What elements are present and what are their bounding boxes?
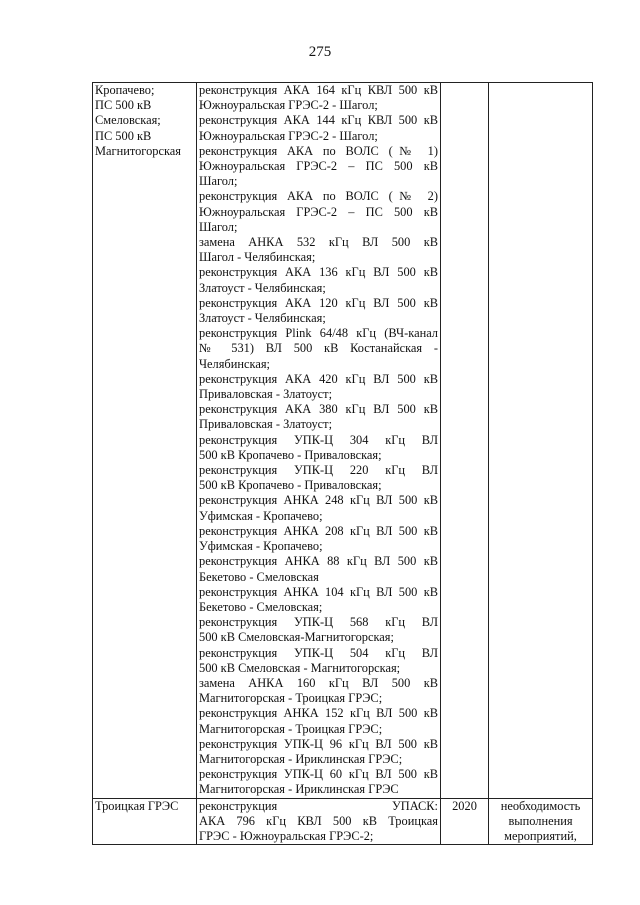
works-table-body: [93, 83, 593, 845]
work-line: реконструкция УПК-Ц 568 кГц ВЛ: [199, 615, 438, 630]
works-table: [92, 82, 593, 845]
work-line: Магнитогорская - Троицкая ГРЭС;: [199, 721, 383, 736]
work-line: реконструкция АНКА 152 кГц ВЛ 500 кВ: [199, 706, 438, 721]
work-item: [199, 113, 438, 143]
year-cell: [441, 83, 489, 799]
work-item: [199, 524, 438, 554]
work-item: [199, 646, 438, 676]
work-line: реконструкция УПК-Ц 60 кГц ВЛ 500 кВ: [199, 767, 438, 782]
work-line: реконструкция АНКА 88 кГц ВЛ 500 кВ: [199, 554, 438, 569]
work-item: [199, 676, 438, 706]
work-item: [199, 265, 438, 295]
work-line: реконструкция АКА 164 кГц КВЛ 500 кВ: [199, 83, 438, 97]
work-line: Уфимская - Кропачево;: [199, 539, 323, 554]
work-line: реконструкция УПК-Ц 304 кГц ВЛ: [199, 432, 438, 447]
work-item: [199, 326, 438, 372]
work-item: [199, 433, 438, 463]
work-line: 500 кВ Кропачево - Приваловская;: [199, 447, 382, 462]
work-line: Шагол;: [199, 174, 238, 189]
work-item: [199, 615, 438, 645]
work-line: Шагол - Челябинская;: [199, 250, 316, 265]
work-line: реконструкция УПАСК:: [199, 798, 438, 813]
location-cell: [93, 83, 197, 799]
work-item: [199, 296, 438, 326]
work-line: реконструкция АКА 380 кГц ВЛ 500 кВ: [199, 402, 438, 417]
work-line: АКА 796 кГц КВЛ 500 кВ Троицкая: [199, 813, 438, 828]
location-line: ПС 500 кВ: [95, 128, 152, 143]
work-item: [199, 493, 438, 523]
work-line: Златоуст - Челябинская;: [199, 280, 326, 295]
note-line: мероприятий,: [504, 828, 577, 843]
location-line: Троицкая ГРЭС: [95, 798, 179, 813]
work-line: Южноуральская ГРЭС-2 - Шагол;: [199, 128, 378, 143]
work-line: реконструкция АКА по ВОЛС (№ 2): [199, 189, 438, 204]
work-line: реконструкция АКА по ВОЛС (№ 1): [199, 143, 438, 158]
note-line: выполнения: [508, 813, 573, 828]
work-line: Шагол;: [199, 219, 238, 234]
work-line: 500 кВ Смеловская - Магнитогорская;: [199, 660, 401, 675]
work-line: Магнитогорская - Троицкая ГРЭС;: [199, 691, 383, 706]
work-line: Магнитогорская - Ириклинская ГРЭС;: [199, 751, 403, 766]
note-cell: [489, 83, 593, 799]
location-line: Кропачево;: [95, 83, 155, 97]
work-item: [199, 463, 438, 493]
work-item: [199, 189, 438, 235]
location-cell: [93, 798, 197, 845]
work-line: Приваловская - Златоуст;: [199, 417, 333, 432]
work-line: Южноуральская ГРЭС-2 – ПС 500 кВ: [199, 204, 438, 219]
work-line: замена АНКА 160 кГц ВЛ 500 кВ: [199, 675, 438, 690]
location-line: Смеловская;: [95, 113, 161, 128]
location-line: Магнитогорская: [95, 143, 182, 158]
work-line: Южноуральская ГРЭС-2 - Шагол;: [199, 98, 378, 113]
work-line: реконструкция АКА 136 кГц ВЛ 500 кВ: [199, 265, 438, 280]
work-line: 500 кВ Кропачево - Приваловская;: [199, 478, 382, 493]
work-item: [199, 737, 438, 767]
work-item: [199, 585, 438, 615]
work-item: [199, 402, 438, 432]
work-line: № 531) ВЛ 500 кВ Костанайская -: [199, 341, 438, 356]
work-item: [199, 83, 438, 113]
work-line: Южноуральская ГРЭС-2 – ПС 500 кВ: [199, 159, 438, 174]
work-line: реконструкция УПК-Ц 96 кГц ВЛ 500 кВ: [199, 736, 438, 751]
work-line: реконструкция АКА 144 кГц КВЛ 500 кВ: [199, 113, 438, 128]
work-item: [199, 144, 438, 190]
work-line: ГРЭС - Южноуральская ГРЭС-2;: [199, 828, 374, 843]
works-cell: [197, 798, 441, 845]
work-line: Бекетово - Смеловская;: [199, 599, 323, 614]
location-line: ПС 500 кВ: [95, 98, 152, 113]
work-item: [199, 767, 438, 797]
work-item: [199, 706, 438, 736]
work-item: [199, 799, 438, 845]
work-line: Челябинская;: [199, 356, 270, 371]
table-row: [93, 798, 593, 845]
work-item: [199, 372, 438, 402]
page-number: 275: [308, 44, 332, 60]
work-line: реконструкция АКА 120 кГц ВЛ 500 кВ: [199, 295, 438, 310]
work-line: реконструкция АНКА 208 кГц ВЛ 500 кВ: [199, 523, 438, 538]
work-line: Бекетово - Смеловская: [199, 569, 319, 584]
work-line: реконструкция АНКА 104 кГц ВЛ 500 кВ: [199, 584, 438, 599]
work-line: реконструкция Plink 64/48 кГц (ВЧ-канал: [199, 326, 438, 341]
work-line: Магнитогорская - Ириклинская ГРЭС: [199, 782, 399, 797]
work-line: замена АНКА 532 кГц ВЛ 500 кВ: [199, 235, 438, 250]
work-line: 500 кВ Смеловская-Магнитогорская;: [199, 630, 394, 645]
work-line: реконструкция АКА 420 кГц ВЛ 500 кВ: [199, 371, 438, 386]
work-line: Уфимская - Кропачево;: [199, 508, 323, 523]
note-line: необходимость: [500, 798, 581, 813]
work-item: [199, 554, 438, 584]
year-cell: 2020: [441, 798, 489, 845]
work-line: реконструкция УПК-Ц 220 кГц ВЛ: [199, 463, 438, 478]
table-row: [93, 83, 593, 799]
work-item: [199, 235, 438, 265]
work-line: реконструкция УПК-Ц 504 кГц ВЛ: [199, 645, 438, 660]
work-line: Златоуст - Челябинская;: [199, 311, 326, 326]
note-cell: [489, 798, 593, 845]
work-line: реконструкция АНКА 248 кГц ВЛ 500 кВ: [199, 493, 438, 508]
work-line: Приваловская - Златоуст;: [199, 387, 333, 402]
works-cell: [197, 83, 441, 799]
